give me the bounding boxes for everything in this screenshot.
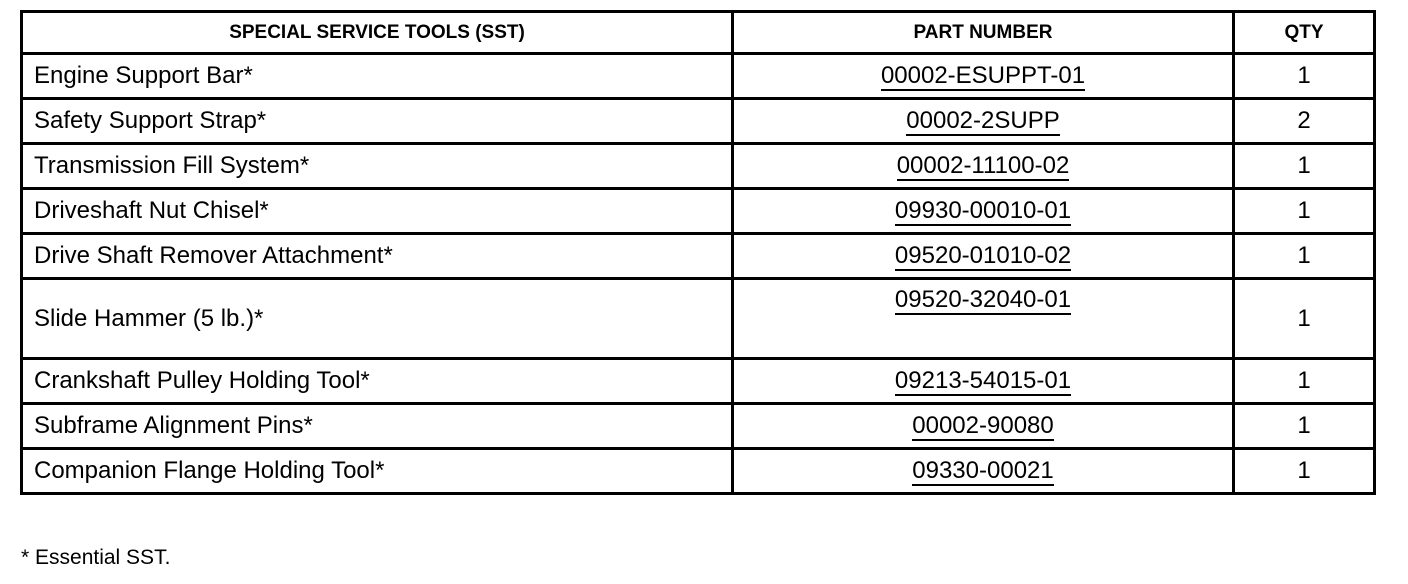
table-row [22, 99, 1375, 144]
table-row [22, 234, 1375, 279]
tool-qty: 1 [1234, 189, 1375, 234]
header-part-number: PART NUMBER [733, 12, 1234, 54]
essential-sst-footnote: * Essential SST. [21, 546, 171, 569]
part-number-link[interactable]: 09930-00010-01 [894, 196, 1072, 224]
tool-qty: 1 [1234, 54, 1375, 99]
part-number-link[interactable]: 00002-2SUPP [906, 106, 1060, 134]
tool-name: Safety Support Strap* [22, 99, 733, 144]
table-header-row [22, 12, 1375, 54]
tool-qty: 1 [1234, 404, 1375, 449]
tool-name: Subframe Alignment Pins* [22, 404, 733, 449]
special-service-tools-table [20, 10, 1376, 495]
tool-name: Engine Support Bar* [22, 54, 733, 99]
table-row [22, 404, 1375, 449]
part-number-link[interactable]: 00002-ESUPPT-01 [880, 61, 1086, 89]
part-number-link[interactable]: 09520-01010-02 [894, 241, 1072, 269]
tool-qty: 1 [1234, 234, 1375, 279]
table-row [22, 359, 1375, 404]
tool-name: Transmission Fill System* [22, 144, 733, 189]
tool-qty: 2 [1234, 99, 1375, 144]
tool-name: Companion Flange Holding Tool* [22, 449, 733, 494]
part-number-link[interactable]: 00002-90080 [912, 411, 1054, 439]
tool-name: Crankshaft Pulley Holding Tool* [22, 359, 733, 404]
part-number-link[interactable]: 09330-00021 [912, 456, 1054, 484]
tool-qty: 1 [1234, 279, 1375, 359]
header-qty: QTY [1234, 12, 1375, 54]
header-tool: SPECIAL SERVICE TOOLS (SST) [22, 12, 733, 54]
table-row [22, 449, 1375, 494]
part-number-link[interactable]: 09213-54015-01 [894, 366, 1072, 394]
tool-name: Slide Hammer (5 lb.)* [22, 279, 733, 359]
part-number-link[interactable]: 00002-11100-02 [896, 151, 1070, 179]
tool-name: Driveshaft Nut Chisel* [22, 189, 733, 234]
part-number-link[interactable]: 09520-32040-01 [894, 286, 1072, 313]
table-row [22, 279, 1375, 359]
tool-qty: 1 [1234, 449, 1375, 494]
table-row [22, 54, 1375, 99]
tool-qty: 1 [1234, 144, 1375, 189]
tool-name: Drive Shaft Remover Attachment* [22, 234, 733, 279]
table-row [22, 144, 1375, 189]
tool-qty: 1 [1234, 359, 1375, 404]
table-row [22, 189, 1375, 234]
